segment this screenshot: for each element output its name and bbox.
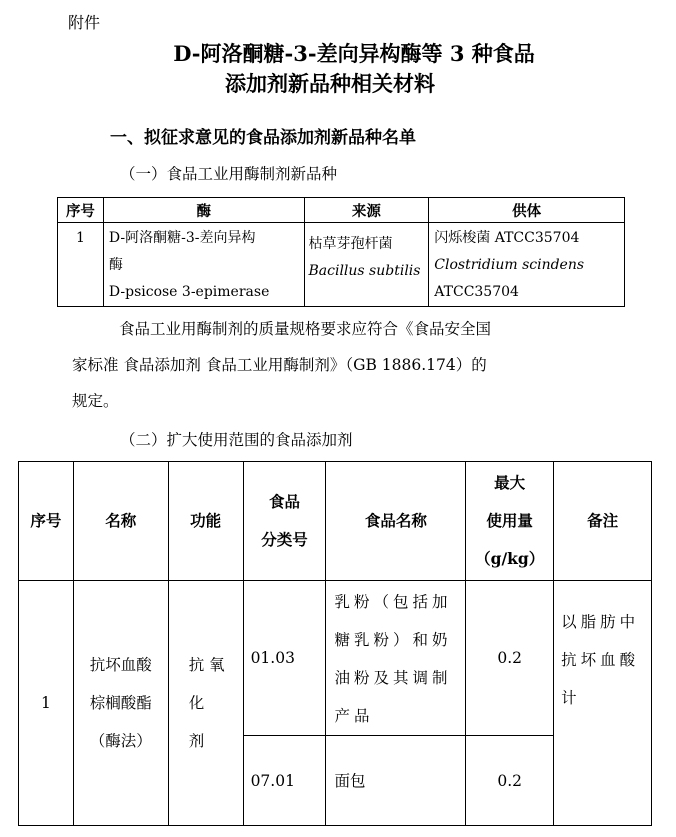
spec-paragraph: [72, 311, 612, 419]
remark-cell: [554, 581, 652, 826]
col-header-source: 来源: [304, 198, 429, 223]
section1-heading: 一、拟征求意见的食品添加剂新品种名单: [110, 128, 416, 148]
col-header-no: 序号: [58, 198, 104, 223]
donor-cell: [429, 223, 625, 307]
col-header-no: 序号: [19, 462, 74, 581]
category-code-cell: 01.03: [243, 581, 326, 736]
col-header-donor: 供体: [429, 198, 625, 223]
doc-title-line2: 添加剂新品种相关材料: [225, 71, 435, 96]
col-header-remark: 备注: [554, 462, 652, 581]
enzyme-en: D-psicose 3-epimerase: [108, 284, 270, 300]
col-header-enzyme: 酶: [103, 198, 304, 223]
max-line2: 使用量: [486, 511, 533, 530]
name-line1: 抗坏血酸: [89, 656, 152, 674]
food-name-cell: [326, 581, 466, 736]
food-line1: 乳粉（包括加: [334, 593, 452, 611]
source-cn: 枯草芽孢杆菌: [308, 236, 393, 252]
max-usage-cell: 0.2: [466, 736, 554, 826]
food-line4: 产品: [334, 707, 374, 725]
enzyme-cn-line2: 酶: [108, 257, 123, 273]
remark-line2: 抗坏血酸: [561, 651, 640, 669]
enzyme-cn-line1: D-阿洛酮糖-3-差向异构: [108, 230, 256, 246]
donor-latin: Clostridium scindens: [434, 257, 585, 273]
remark-line1: 以脂肪中: [561, 613, 640, 631]
annex-label: 附件: [68, 13, 101, 32]
col-header-category: [243, 462, 326, 581]
subsection2-heading: （二）扩大使用范围的食品添加剂: [120, 431, 353, 449]
additive-name-cell: [73, 581, 168, 826]
function-line2: 剂: [188, 732, 205, 750]
name-line2: 棕榈酸酯: [89, 694, 152, 712]
row-no: 1: [58, 223, 104, 307]
donor-cn: 闪烁梭菌 ATCC35704: [434, 230, 580, 246]
para-line1: 食品工业用酶制剂的质量规格要求应符合《食品安全国: [119, 320, 492, 338]
para-line3: 规定。: [72, 392, 119, 410]
remark-line3: 计: [561, 689, 577, 707]
col-header-food-name: 食品名称: [326, 462, 466, 581]
table-row: [19, 581, 652, 736]
additive-table-header: [19, 462, 652, 581]
function-cell: [168, 581, 243, 826]
col-header-name: 名称: [73, 462, 168, 581]
food-name-cell: 面包: [326, 736, 466, 826]
source-latin: Bacillus subtilis: [308, 263, 421, 279]
cat-line1: 食品: [269, 492, 301, 511]
para-line2: 家标准 食品添加剂 食品工业用酶制剂》（GB 1886.174）的: [72, 356, 487, 374]
max-usage-cell: 0.2: [466, 581, 554, 736]
max-line1: 最大: [494, 473, 526, 492]
subsection1-heading: （一）食品工业用酶制剂新品种: [120, 165, 338, 183]
name-line3: （酶法）: [89, 732, 152, 750]
food-line2: 糖乳粉）和奶: [334, 631, 452, 649]
row-no: 1: [19, 581, 74, 826]
max-line3: （g/kg）: [475, 549, 545, 568]
function-line1: 抗 氧 化: [188, 656, 225, 712]
enzyme-cell: [103, 223, 304, 307]
additive-table: [18, 461, 652, 826]
cat-line2: 分类号: [261, 530, 308, 549]
enzyme-table-header: [58, 198, 625, 223]
table-row: [58, 223, 625, 307]
col-header-function: 功能: [168, 462, 243, 581]
source-cell: [304, 223, 429, 307]
food-line3: 油粉及其调制: [334, 669, 452, 687]
enzyme-table: [57, 197, 625, 307]
category-code-cell: 07.01: [243, 736, 326, 826]
col-header-max-usage: [466, 462, 554, 581]
doc-title-line1: D-阿洛酮糖-3-差向异构酶等 3 种食品: [173, 41, 535, 66]
donor-strain: ATCC35704: [434, 284, 519, 300]
